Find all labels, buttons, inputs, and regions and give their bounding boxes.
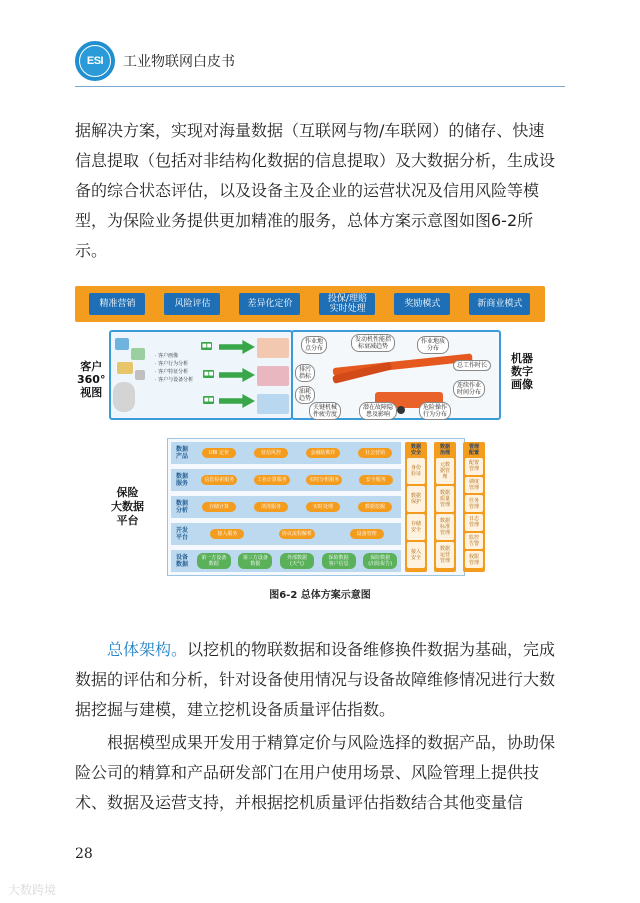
paragraph-1: 据解决方案，实现对海量数据（互联网与物/车联网）的储存、快速信息提取（包括对非结构化数据的信息提取）及大数据分析，生成设备的综合状态评估，以及设备主及企业的运营状况及信用风险等模型，为保险业务提供更加精准的服务，总体方案示意图如图6-2所示。 bbox=[75, 121, 556, 260]
customer-list-item: · 客户行为分析 bbox=[155, 361, 189, 367]
platform-column bbox=[434, 442, 456, 572]
platform-chip: 征信风控 bbox=[254, 448, 288, 458]
paragraph-2-lead: 总体架构。 bbox=[107, 640, 188, 659]
platform-row bbox=[171, 523, 401, 545]
platform-chip: UBI 定价 bbox=[202, 448, 236, 458]
service-button: 奖励模式 bbox=[394, 293, 450, 315]
device-icon bbox=[135, 370, 145, 380]
figure-6-2 bbox=[75, 286, 545, 578]
platform-row bbox=[171, 550, 401, 572]
platform-column-cell: 接入 安全 bbox=[407, 542, 425, 568]
people-photo bbox=[257, 338, 289, 358]
customer-panel bbox=[109, 330, 293, 420]
watermark: 大数跨境 bbox=[8, 883, 57, 897]
arrow-icon bbox=[219, 394, 255, 408]
platform-row-label: 设备 数据 bbox=[175, 554, 188, 568]
people-photo bbox=[257, 366, 289, 386]
bubble: 潜在故障隐 患及影响 bbox=[359, 402, 397, 420]
platform-column-head: 管理 配置 bbox=[468, 444, 479, 456]
arrow-icon bbox=[219, 368, 255, 382]
platform-column-cell: 身份 验证 bbox=[407, 458, 425, 484]
platform-chip: 保险数据 客户信息 bbox=[322, 553, 356, 569]
platform-column-cell: 数据 标准 管理 bbox=[436, 514, 454, 540]
paragraph-3: 根据模型成果开发用于精算定价与风险选择的数据产品，协助保险公司的精算和产品研发部门在用户使用场景、风险管理上提供技术、数据及运营支持，并根据挖机质量评估指数结合其他变量信 bbox=[75, 733, 556, 812]
bubble: 油耗 趋势 bbox=[295, 386, 315, 404]
platform-chip: 外部数据 (天气) bbox=[280, 553, 314, 569]
platform-column-head: 数据 安全 bbox=[410, 444, 421, 456]
service-button: 风险评估 bbox=[164, 293, 220, 315]
customer-list-item: · 客户与设备分析 bbox=[155, 377, 194, 383]
platform-column bbox=[463, 442, 485, 572]
tag-icon: ■■ bbox=[202, 343, 212, 349]
customer-analysis-list bbox=[155, 352, 193, 384]
paragraph-2-text: 以挖机的物联数据和设备维修换件数据为基础，完成数据的评估和分析，针对设备使用情况与设备故障维修情况进行大数据挖掘与建模，建立挖机设备质量评估指数。 bbox=[75, 640, 556, 719]
service-button: 差异化定价 bbox=[239, 293, 300, 315]
logo-text: ESI bbox=[80, 46, 110, 76]
header bbox=[75, 41, 235, 81]
figure-caption: 图6-2 总体方案示意图 bbox=[269, 590, 371, 601]
bubble: 作业地质 分布 bbox=[417, 336, 449, 354]
customer-list-item: · 客户特征分析 bbox=[155, 369, 189, 375]
bubble: 发动机性能指 标衰减趋势 bbox=[351, 334, 395, 352]
device-icon bbox=[115, 338, 129, 350]
platform-chip: 接入服务 bbox=[210, 529, 244, 539]
platform-row-label: 数据 服务 bbox=[175, 473, 188, 487]
platform-column-cell: 数据 运营 管理 bbox=[436, 542, 454, 568]
person-figure-icon bbox=[113, 382, 135, 412]
platform-chip: 实时处理 bbox=[306, 502, 340, 512]
device-icon bbox=[131, 348, 145, 360]
platform-chip: 信息检索服务 bbox=[201, 475, 237, 485]
bubble: 排污 指标 bbox=[295, 364, 315, 382]
platform-column-cell: 元数 据管 理 bbox=[436, 458, 454, 484]
middle-section bbox=[75, 326, 545, 421]
platform-chip: 工业计算服务 bbox=[254, 475, 290, 485]
bubble: 总工作时长 bbox=[453, 360, 491, 371]
customer-list-item: · 客户画像 bbox=[155, 353, 179, 359]
service-button: 新商业模式 bbox=[469, 293, 530, 315]
customer-360-label: 客户 360° 视图 bbox=[77, 360, 106, 399]
service-button: 投保/理赔 实时处理 bbox=[319, 293, 375, 315]
bubble: 连续作业 时间分布 bbox=[453, 380, 485, 398]
platform-chip: 第三方设备 数据 bbox=[238, 553, 272, 569]
platform-chip: 安全服务 bbox=[359, 475, 393, 485]
people-photo bbox=[257, 394, 289, 414]
platform-chip: 金融防欺诈 bbox=[306, 448, 340, 458]
bubble: 危险操作 行为分布 bbox=[419, 402, 451, 420]
device-icon bbox=[117, 362, 133, 374]
machine-panel bbox=[291, 330, 501, 420]
platform-column-cell: 数据 质量 管理 bbox=[436, 486, 454, 512]
platform-column-head: 数据 治理 bbox=[439, 444, 450, 456]
service-button: 精准营销 bbox=[89, 293, 145, 315]
platform-column-cell: 权限 管理 bbox=[465, 551, 483, 568]
machine-portrait-label: 机器 数字 画像 bbox=[511, 352, 533, 391]
tag-icon: ■■ bbox=[204, 371, 214, 377]
platform-row bbox=[171, 496, 401, 518]
platform-column-cell: 监控 告警 bbox=[465, 533, 483, 550]
bubble: 作业地 点分布 bbox=[301, 336, 327, 354]
platform-row-label: 数据 产品 bbox=[175, 446, 188, 460]
platform-row-label: 数据 分析 bbox=[175, 500, 188, 514]
platform-chip: 存储计算 bbox=[202, 502, 236, 512]
platform-column-cell: 任务 管理 bbox=[465, 495, 483, 512]
page-number: 28 bbox=[75, 846, 93, 862]
header-divider bbox=[75, 86, 565, 87]
header-title: 工业物联网白皮书 bbox=[123, 54, 235, 70]
paragraph-2 bbox=[75, 635, 560, 725]
wheel bbox=[397, 406, 405, 414]
esi-logo bbox=[75, 41, 115, 81]
platform-column-cell: 配置 管理 bbox=[465, 458, 483, 475]
platform-chip: 社会营销 bbox=[358, 448, 392, 458]
platform-chip: 数据挖掘 bbox=[358, 502, 392, 512]
platform-row bbox=[171, 469, 401, 491]
bubble: 关键机械 件疲劳度 bbox=[309, 402, 341, 420]
tag-icon: ■■ bbox=[204, 397, 214, 403]
platform-chip: 协议流程解析 bbox=[279, 529, 315, 539]
platform-chip: 设备管理 bbox=[350, 529, 384, 539]
platform-column-cell: 日志 管理 bbox=[465, 514, 483, 531]
platform-row-label: 开发 平台 bbox=[175, 527, 188, 541]
platform-column bbox=[405, 442, 427, 572]
platform-chip: 保险数据 (出险报告) bbox=[363, 553, 397, 569]
platform-column-cell: 存储 安全 bbox=[407, 514, 425, 540]
platform-chip: 第一方设备 数据 bbox=[197, 553, 231, 569]
platform-column-cell: 调度 管理 bbox=[465, 477, 483, 494]
platform-label: 保险 大数据 平台 bbox=[111, 486, 144, 527]
service-bar bbox=[75, 286, 545, 322]
platform-row bbox=[171, 442, 401, 464]
platform-column-cell: 数据 保护 bbox=[407, 486, 425, 512]
platform-chip: 清洗服务 bbox=[254, 502, 288, 512]
arrow-icon bbox=[219, 340, 255, 354]
platform-chip: 实时分析服务 bbox=[306, 475, 342, 485]
